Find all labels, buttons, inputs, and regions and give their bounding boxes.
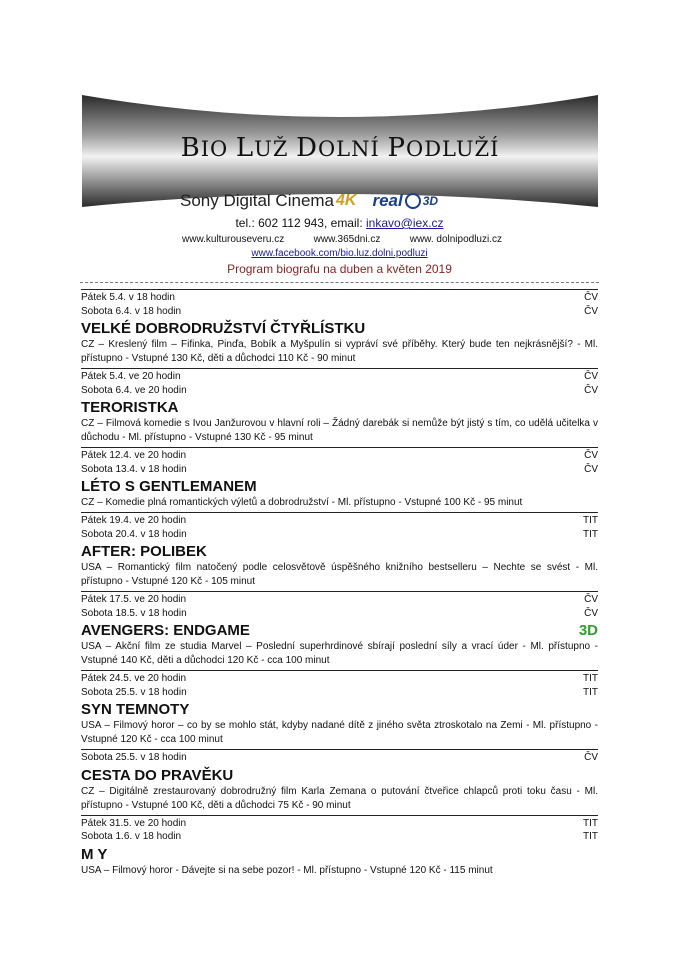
screening-row xyxy=(81,512,598,528)
movie-description: USA – Filmový horor - Dávejte si na sebe pozor! - Ml. přístupno - Vstupné 120 Kč - 115 minut xyxy=(81,864,493,876)
movie-entry xyxy=(81,368,598,445)
phone-text: tel.: 602 112 943, email: xyxy=(235,216,366,230)
movie-title: AVENGERS: ENDGAME xyxy=(81,622,250,639)
movie-title: VELKÉ DOBRODRUŽSTVÍ ČTYŘLÍSTKU xyxy=(81,320,366,337)
screening-time: Pátek 17.5. ve 20 hodin xyxy=(81,594,187,605)
movie-title-row xyxy=(81,477,598,496)
movie-title-row xyxy=(81,398,598,417)
language-code: TIT xyxy=(583,515,598,526)
language-code: TIT xyxy=(583,528,598,540)
language-code: TIT xyxy=(583,831,598,842)
reald-logo: real 3D xyxy=(372,191,439,210)
screening-row xyxy=(81,686,598,700)
screening-row xyxy=(81,749,598,765)
movie-title-row xyxy=(81,766,598,785)
movie-description: CZ – Filmová komedie s Ivou Janžurovou v hlavní roli – Žádný darebák si nemůže být jistý s tím, co udělá učitelka v důchodu - Ml. přístupno - Vstupné 130 Kč - 95 minut xyxy=(81,418,598,443)
website-link[interactable]: www.365dni.cz xyxy=(313,234,381,245)
screening-time: Sobota 6.4. v 18 hodin xyxy=(81,305,182,317)
screening-row xyxy=(81,591,598,607)
language-code: ČV xyxy=(584,384,598,396)
movie-entry xyxy=(81,447,598,510)
movie-title-row xyxy=(81,319,598,338)
language-code: ČV xyxy=(584,450,598,461)
website-link[interactable]: www.kulturouseveru.cz xyxy=(182,234,285,245)
movie-entry xyxy=(81,591,598,668)
screening-row xyxy=(81,368,598,384)
movie-description: CZ – Komedie plná romantických výletů a dobrodružství - Ml. přístupno - Vstupné 100 Kč - 95 minut xyxy=(81,497,523,508)
screening-row xyxy=(81,670,598,686)
movie-description: CZ – Kreslený film – Fifinka, Pinďa, Bobík a Myšpulín si vypráví své příběhy. Který bude ten nejkrásnější? - Ml. přístupno - Vstupné 130 Kč, děti a důchodci 110 Kč - 90 minut xyxy=(81,339,598,364)
reald-ring-icon xyxy=(405,193,421,209)
screening-time: Sobota 18.5. v 18 hodin xyxy=(81,607,187,619)
movie-title-row xyxy=(81,542,598,561)
websites-line xyxy=(182,234,502,245)
format-badge: 3D xyxy=(578,622,598,639)
screening-time: Pátek 31.5. ve 20 hodin xyxy=(81,817,187,829)
screening-time: Sobota 25.5. v 18 hodin xyxy=(81,686,187,698)
screening-row xyxy=(81,607,598,621)
movie-description: USA – Romantický film natočený podle celosvětově úspěšného knižního bestselleru – Nechte se svést - Ml. přístupno - Vstupné 120 Kč - 105 minut xyxy=(81,562,598,587)
movie-title-row xyxy=(81,621,598,640)
cinema-name: BIO LUŽ DOLNÍ PODLUŽÍ xyxy=(180,133,500,163)
language-code: ČV xyxy=(584,594,598,605)
screening-row xyxy=(81,463,598,477)
movie-entry xyxy=(81,815,598,878)
screening-row xyxy=(81,384,598,398)
language-code: ČV xyxy=(584,371,598,382)
screening-row xyxy=(81,815,598,831)
movie-entry xyxy=(81,512,598,589)
movie-title: CESTA DO PRAVĚKU xyxy=(81,766,234,784)
language-code: TIT xyxy=(583,686,598,698)
4k-logo: 4K xyxy=(336,192,357,209)
tech-logos xyxy=(180,190,438,212)
screening-row xyxy=(81,830,598,844)
facebook-link[interactable]: www.facebook.com/bio.luz.dolni.podluzi xyxy=(251,248,428,259)
sony-logo: Sony Digital Cinema xyxy=(180,191,335,210)
language-code: ČV xyxy=(584,463,598,475)
movie-title: M Y xyxy=(81,845,108,863)
screening-row xyxy=(81,528,598,542)
screening-time: Pátek 12.4. ve 20 hodin xyxy=(81,450,187,461)
language-code: ČV xyxy=(584,752,598,763)
movie-title: LÉTO S GENTLEMANEM xyxy=(81,478,257,495)
movie-description: USA – Filmový horor – co by se mohlo stát, kdyby nadané dítě z jiného světa ztroskotalo na Zemi - Ml. přístupno - Vstupné 120 Kč - cca 100 minut xyxy=(81,720,598,745)
screening-row xyxy=(81,289,598,305)
movie-description: CZ – Digitálně zrestaurovaný dobrodružný film Karla Zemana o putování čtveřice chlapců proti toku času - Ml. přístupno - Vstupné 100 Kč, děti a důchodci 75 Kč - 90 minut xyxy=(81,785,598,811)
screening-time: Pátek 5.4. ve 20 hodin xyxy=(81,371,181,382)
language-code: TIT xyxy=(583,817,598,829)
screening-time: Pátek 19.4. ve 20 hodin xyxy=(81,515,187,526)
movie-title-row xyxy=(81,700,598,719)
dashed-divider xyxy=(80,282,599,283)
screening-time: Pátek 24.5. ve 20 hodin xyxy=(81,673,187,684)
website-link[interactable]: www. dolnipodluzi.cz xyxy=(409,234,502,245)
movie-title: SYN TEMNOTY xyxy=(81,701,190,718)
movie-title-row xyxy=(81,845,598,864)
screening-time: Sobota 13.4. v 18 hodin xyxy=(81,463,187,475)
movie-entry xyxy=(81,749,598,813)
movie-entry xyxy=(81,289,598,366)
language-code: ČV xyxy=(584,607,598,619)
screening-row xyxy=(81,305,598,319)
program-title: Program biografu na duben a květen 2019 xyxy=(227,262,452,276)
screening-time: Sobota 6.4. ve 20 hodin xyxy=(81,384,187,396)
screening-time: Sobota 25.5. v 18 hodin xyxy=(81,752,187,763)
language-code: ČV xyxy=(584,292,598,303)
screening-time: Sobota 1.6. v 18 hodin xyxy=(81,831,182,842)
screening-time: Pátek 5.4. v 18 hodin xyxy=(81,292,175,303)
movie-list xyxy=(81,289,598,880)
language-code: TIT xyxy=(583,673,598,684)
movie-entry xyxy=(81,670,598,747)
movie-title: TERORISTKA xyxy=(81,399,179,416)
email-link[interactable]: inkavo@iex.cz xyxy=(365,216,444,230)
language-code: ČV xyxy=(584,305,598,317)
movie-description: USA – Akční film ze studia Marvel – Poslední superhrdinové sbírají poslední síly a vrací úder - Ml. přístupno - Vstupné 140 Kč, děti a důchodci 120 Kč - cca 100 minut xyxy=(81,641,598,666)
movie-title: AFTER: POLIBEK xyxy=(81,543,207,560)
contact-line xyxy=(0,216,679,230)
screening-row xyxy=(81,447,598,463)
screening-time: Sobota 20.4. v 18 hodin xyxy=(81,528,187,540)
